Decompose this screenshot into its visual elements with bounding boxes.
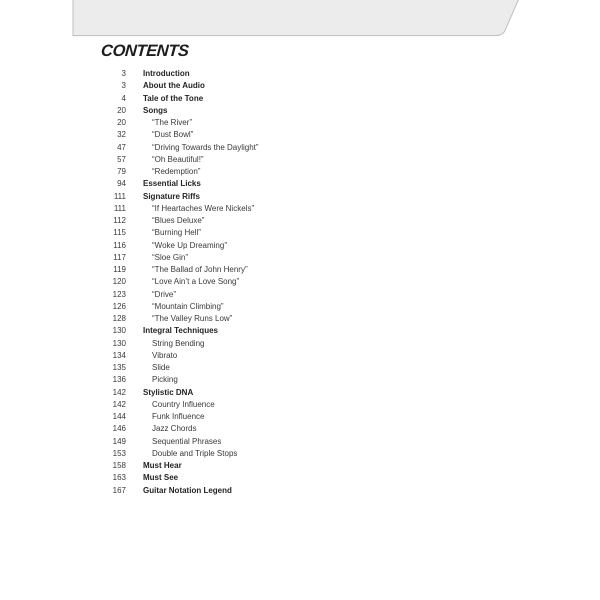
toc-row — [84, 374, 259, 386]
toc-page-number: 126 — [112, 301, 126, 311]
toc-page-number: 3 — [121, 69, 126, 79]
toc-page-number: 57 — [117, 154, 126, 164]
toc-entry-label: Jazz Chords — [152, 424, 197, 434]
toc-row — [84, 68, 259, 80]
toc-entry-label: “Love Ain’t a Love Song” — [152, 277, 240, 287]
toc-page-number: 144 — [112, 412, 126, 422]
toc-entry-label: “Driving Towards the Daylight” — [152, 142, 259, 152]
toc-entry-label: Introduction — [143, 69, 190, 79]
toc-entry-label: “Woke Up Dreaming” — [152, 240, 227, 250]
toc-row — [84, 276, 259, 288]
toc-entry-label: Funk Influence — [152, 412, 205, 422]
page-header-banner — [0, 0, 600, 42]
toc-entry-label: Picking — [152, 375, 178, 385]
toc-entry-label: “Blues Deluxe” — [152, 216, 205, 226]
toc-row — [84, 227, 259, 239]
toc-list — [84, 68, 259, 497]
toc-row — [84, 239, 259, 251]
toc-row — [84, 447, 259, 459]
toc-page-number: 20 — [117, 105, 126, 115]
toc-entry-label: Country Influence — [152, 399, 215, 409]
toc-page-number: 134 — [112, 350, 126, 360]
toc-entry-label: Essential Licks — [143, 179, 201, 189]
toc-entry-label: Sequential Phrases — [152, 436, 222, 446]
toc-row — [84, 141, 259, 153]
toc-entry-label: “Dust Bowl” — [152, 130, 194, 140]
toc-row — [84, 264, 259, 276]
toc-entry-label: Signature Riffs — [143, 191, 200, 201]
toc-entry-label: Vibrato — [152, 350, 178, 360]
toc-entry-label: “Oh Beautiful!” — [152, 154, 204, 164]
toc-page-number: 47 — [117, 142, 126, 152]
toc-page-number: 128 — [112, 314, 126, 324]
toc-entry-label: Tale of the Tone — [143, 93, 204, 103]
toc-page-number: 163 — [112, 473, 126, 483]
toc-entry-label: Must Hear — [143, 461, 182, 471]
toc-entry-label: “The Ballad of John Henry” — [152, 265, 248, 275]
toc-row — [84, 129, 259, 141]
toc-row — [84, 166, 259, 178]
toc-row — [84, 104, 259, 116]
toc-row — [84, 288, 259, 300]
toc-row — [84, 178, 259, 190]
toc-page-number: 94 — [117, 179, 126, 189]
toc-entry-label: Double and Triple Stops — [152, 448, 238, 458]
toc-entry-label: “Burning Hell” — [152, 228, 201, 238]
toc-entry-label: “Sloe Gin” — [152, 252, 189, 262]
toc-page-number: 119 — [113, 265, 126, 275]
toc-entry-label: String Bending — [152, 338, 205, 348]
toc-page-number: 112 — [113, 216, 126, 226]
toc-entry-label: Guitar Notation Legend — [143, 485, 232, 495]
toc-page-number: 3 — [121, 81, 126, 91]
toc-page-number: 4 — [121, 93, 126, 103]
toc-row — [84, 349, 259, 361]
toc-page-number: 123 — [112, 289, 126, 299]
toc-entry-label: “Drive” — [152, 289, 176, 299]
toc-row — [84, 153, 259, 165]
toc-row — [84, 386, 259, 398]
toc-page-number: 142 — [112, 399, 126, 409]
toc-row — [84, 215, 259, 227]
toc-page-number: 130 — [112, 326, 126, 336]
toc-entry-label: Integral Techniques — [143, 326, 218, 336]
toc-row — [84, 472, 259, 484]
toc-page-number: 120 — [112, 277, 126, 287]
toc-page-number: 111 — [113, 203, 126, 213]
toc-entry-label: Must See — [143, 473, 179, 483]
toc-row — [84, 423, 259, 435]
toc-entry-label: “If Heartaches Were Nickels” — [152, 203, 255, 213]
toc-entry-label: Songs — [143, 105, 168, 115]
toc-page-number: 116 — [113, 240, 126, 250]
toc-entry-label: “The Valley Runs Low” — [152, 314, 233, 324]
page-title: CONTENTS — [100, 42, 190, 60]
toc-row — [84, 484, 259, 496]
toc-page-number: 32 — [117, 130, 126, 140]
toc-page-number: 135 — [112, 363, 126, 373]
toc-page-number: 136 — [112, 375, 126, 385]
toc-row — [84, 251, 259, 263]
toc-row — [84, 411, 259, 423]
toc-row — [84, 80, 259, 92]
toc-entry-label: Stylistic DNA — [143, 387, 194, 397]
toc-entry-label: About the Audio — [143, 81, 205, 91]
toc-page-number: 20 — [117, 118, 126, 128]
toc-page-number: 117 — [113, 252, 126, 262]
toc-row — [84, 117, 259, 129]
toc-row — [84, 190, 259, 202]
toc-row — [84, 435, 259, 447]
toc-page-number: 167 — [112, 485, 126, 495]
toc-entry-label: “The River” — [152, 118, 193, 128]
toc-row — [84, 313, 259, 325]
toc-row — [84, 202, 259, 214]
toc-entry-label: Slide — [152, 363, 170, 373]
toc-page-number: 79 — [117, 167, 126, 177]
toc-page-number: 130 — [112, 338, 126, 348]
toc-row — [84, 337, 259, 349]
toc-row — [84, 362, 259, 374]
toc-row — [84, 460, 259, 472]
toc-entry-label: “Mountain Climbing” — [152, 301, 224, 311]
toc-row — [84, 398, 259, 410]
toc-page-number: 142 — [112, 387, 126, 397]
toc-page-number: 153 — [112, 448, 126, 458]
toc-page-number: 115 — [113, 228, 126, 238]
toc-page-number: 149 — [112, 436, 126, 446]
toc-row — [84, 325, 259, 337]
toc-row — [84, 92, 259, 104]
toc-entry-label: “Redemption” — [152, 167, 201, 177]
toc-page-number: 158 — [112, 461, 126, 471]
toc-row — [84, 300, 259, 312]
toc-page-number: 111 — [113, 191, 126, 201]
toc-page-number: 146 — [112, 424, 126, 434]
